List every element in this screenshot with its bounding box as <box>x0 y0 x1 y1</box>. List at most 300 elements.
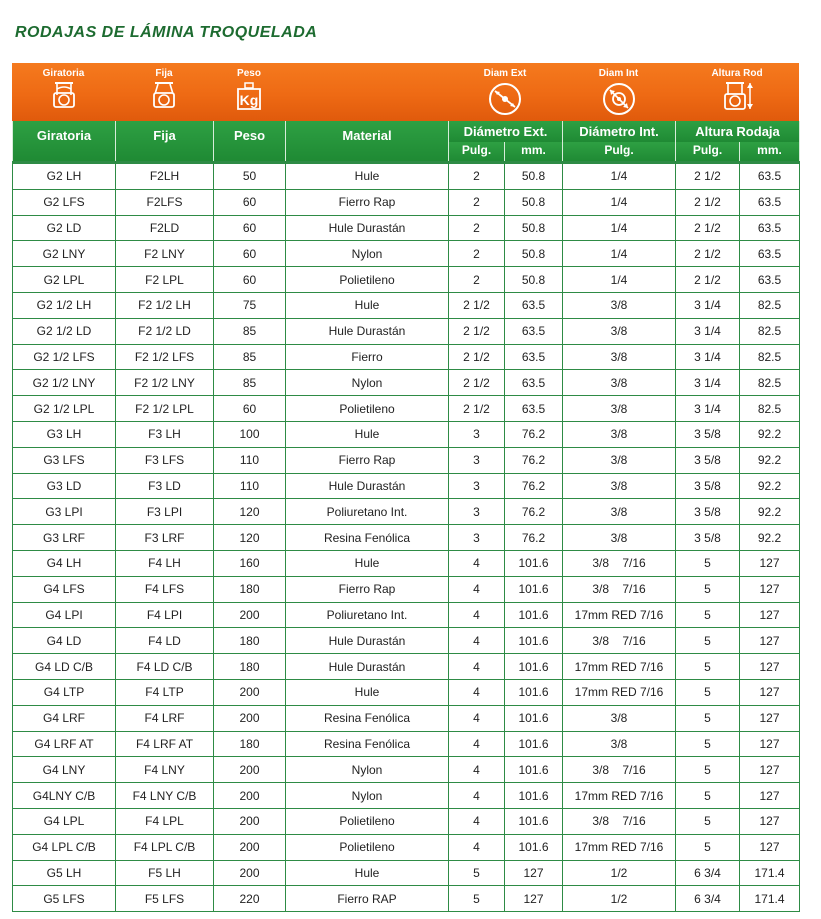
cell-alt-pulg: 5 <box>676 602 740 628</box>
table-row <box>13 783 800 809</box>
cell-int-pulg: 3/8 7/16 <box>563 550 676 576</box>
table-row <box>13 550 800 576</box>
cell-fija: F2 1/2 LFS <box>116 344 214 370</box>
band-giratoria <box>12 63 115 121</box>
cell-giratoria: G3 LD <box>13 473 116 499</box>
cell-material: Hule Durastán <box>286 654 449 680</box>
cell-giratoria: G4 LFS <box>13 576 116 602</box>
cell-material: Hule Durastán <box>286 628 449 654</box>
cell-fija: F2 1/2 LNY <box>116 370 214 396</box>
cell-int-pulg: 17mm RED 7/16 <box>563 654 676 680</box>
cell-material: Hule <box>286 421 449 447</box>
cell-alt-mm: 63.5 <box>740 189 800 215</box>
cell-alt-pulg: 5 <box>676 576 740 602</box>
table-row <box>13 163 800 190</box>
cell-ext-pulg: 4 <box>449 550 505 576</box>
cell-fija: F2 LPL <box>116 267 214 293</box>
cell-ext-pulg: 4 <box>449 602 505 628</box>
cell-peso: 75 <box>214 292 286 318</box>
cell-giratoria: G2 1/2 LNY <box>13 370 116 396</box>
cell-material: Nylon <box>286 241 449 267</box>
cell-ext-pulg: 2 1/2 <box>449 318 505 344</box>
cell-material: Nylon <box>286 757 449 783</box>
cell-fija: F2LH <box>116 163 214 190</box>
table-row <box>13 731 800 757</box>
cell-peso: 60 <box>214 189 286 215</box>
cell-int-pulg: 3/8 <box>563 525 676 551</box>
cell-alt-pulg: 5 <box>676 550 740 576</box>
cell-giratoria: G4 LPI <box>13 602 116 628</box>
cell-fija: F5 LFS <box>116 886 214 912</box>
cell-alt-pulg: 3 1/4 <box>676 370 740 396</box>
cell-int-pulg: 3/8 7/16 <box>563 757 676 783</box>
cell-material: Hule <box>286 550 449 576</box>
cell-alt-mm: 127 <box>740 757 800 783</box>
cell-alt-pulg: 3 1/4 <box>676 292 740 318</box>
cell-alt-pulg: 2 1/2 <box>676 215 740 241</box>
table-row <box>13 576 800 602</box>
cell-peso: 180 <box>214 576 286 602</box>
col-header-diametro-ext: Diámetro Ext. <box>449 121 563 142</box>
table-row <box>13 808 800 834</box>
cell-alt-pulg: 3 5/8 <box>676 499 740 525</box>
cell-ext-mm: 76.2 <box>505 421 563 447</box>
cell-fija: F4 LRF <box>116 705 214 731</box>
table-row <box>13 215 800 241</box>
cell-peso: 180 <box>214 654 286 680</box>
cell-ext-mm: 63.5 <box>505 318 563 344</box>
cell-ext-mm: 50.8 <box>505 241 563 267</box>
table-row <box>13 499 800 525</box>
subheader-alt-pulg: Pulg. <box>676 142 740 163</box>
cell-int-pulg: 17mm RED 7/16 <box>563 602 676 628</box>
cell-alt-mm: 127 <box>740 834 800 860</box>
cell-alt-mm: 82.5 <box>740 396 800 422</box>
cell-ext-mm: 76.2 <box>505 525 563 551</box>
cell-ext-mm: 101.6 <box>505 654 563 680</box>
cell-alt-pulg: 5 <box>676 654 740 680</box>
cell-giratoria: G2 LD <box>13 215 116 241</box>
inner-diameter-icon <box>601 81 637 117</box>
cell-peso: 110 <box>214 473 286 499</box>
cell-peso: 200 <box>214 834 286 860</box>
subheader-ext-mm: mm. <box>505 142 563 163</box>
cell-fija: F2 LNY <box>116 241 214 267</box>
swivel-caster-icon <box>51 81 77 109</box>
table-row <box>13 241 800 267</box>
cell-giratoria: G4 LPL <box>13 808 116 834</box>
cell-peso: 85 <box>214 344 286 370</box>
band-label-fija: Fija <box>155 68 173 79</box>
cell-material: Fierro Rap <box>286 447 449 473</box>
cell-int-pulg: 1/4 <box>563 241 676 267</box>
cell-alt-pulg: 3 5/8 <box>676 525 740 551</box>
cell-material: Hule Durastán <box>286 473 449 499</box>
table-row <box>13 318 800 344</box>
table-row <box>13 396 800 422</box>
cell-fija: F4 LNY C/B <box>116 783 214 809</box>
cell-peso: 50 <box>214 163 286 190</box>
cell-alt-pulg: 5 <box>676 757 740 783</box>
cell-ext-mm: 101.6 <box>505 783 563 809</box>
cell-fija: F2 1/2 LD <box>116 318 214 344</box>
cell-giratoria: G3 LH <box>13 421 116 447</box>
cell-ext-pulg: 2 1/2 <box>449 292 505 318</box>
col-header-diametro-int: Diámetro Int. <box>563 121 676 142</box>
cell-material: Resina Fenólica <box>286 705 449 731</box>
table-row <box>13 344 800 370</box>
col-header-altura-rodaja: Altura Rodaja <box>676 121 800 142</box>
cell-giratoria: G2 LH <box>13 163 116 190</box>
cell-ext-mm: 101.6 <box>505 576 563 602</box>
rigid-caster-icon <box>151 81 177 109</box>
table-row <box>13 421 800 447</box>
cell-alt-pulg: 3 1/4 <box>676 318 740 344</box>
cell-giratoria: G2 1/2 LH <box>13 292 116 318</box>
cell-fija: F2LFS <box>116 189 214 215</box>
cell-ext-mm: 101.6 <box>505 834 563 860</box>
cell-ext-mm: 76.2 <box>505 473 563 499</box>
cell-fija: F4 LD C/B <box>116 654 214 680</box>
cell-material: Fierro RAP <box>286 886 449 912</box>
cell-fija: F2LD <box>116 215 214 241</box>
table-row <box>13 525 800 551</box>
cell-alt-pulg: 5 <box>676 679 740 705</box>
cell-material: Polietileno <box>286 396 449 422</box>
band-label-diam-int: Diam Int <box>598 68 639 79</box>
table-row <box>13 705 800 731</box>
cell-material: Hule <box>286 679 449 705</box>
cell-int-pulg: 3/8 <box>563 370 676 396</box>
cell-alt-mm: 127 <box>740 679 800 705</box>
cell-material: Resina Fenólica <box>286 731 449 757</box>
cell-alt-pulg: 2 1/2 <box>676 267 740 293</box>
product-table-container <box>12 121 799 912</box>
cell-alt-mm: 92.2 <box>740 421 800 447</box>
table-row <box>13 267 800 293</box>
subheader-ext-pulg: Pulg. <box>449 142 505 163</box>
cell-giratoria: G3 LRF <box>13 525 116 551</box>
cell-ext-pulg: 3 <box>449 421 505 447</box>
band-altura-rod <box>675 63 799 121</box>
cell-alt-mm: 82.5 <box>740 318 800 344</box>
cell-ext-pulg: 4 <box>449 731 505 757</box>
cell-giratoria: G4LNY C/B <box>13 783 116 809</box>
cell-ext-mm: 50.8 <box>505 189 563 215</box>
subheader-alt-mm: mm. <box>740 142 800 163</box>
cell-alt-pulg: 5 <box>676 834 740 860</box>
weight-icon-text: Kg <box>239 92 259 108</box>
cell-ext-mm: 127 <box>505 860 563 886</box>
cell-fija: F4 LFS <box>116 576 214 602</box>
cell-ext-pulg: 4 <box>449 834 505 860</box>
cell-ext-mm: 63.5 <box>505 292 563 318</box>
cell-int-pulg: 3/8 <box>563 473 676 499</box>
cell-giratoria: G3 LFS <box>13 447 116 473</box>
cell-peso: 100 <box>214 421 286 447</box>
cell-alt-mm: 92.2 <box>740 447 800 473</box>
cell-ext-mm: 101.6 <box>505 679 563 705</box>
cell-peso: 200 <box>214 705 286 731</box>
cell-fija: F4 LRF AT <box>116 731 214 757</box>
cell-alt-mm: 127 <box>740 602 800 628</box>
cell-int-pulg: 17mm RED 7/16 <box>563 834 676 860</box>
table-row <box>13 679 800 705</box>
cell-fija: F4 LNY <box>116 757 214 783</box>
cell-ext-pulg: 4 <box>449 757 505 783</box>
cell-alt-mm: 82.5 <box>740 370 800 396</box>
cell-material: Hule <box>286 292 449 318</box>
cell-alt-mm: 63.5 <box>740 163 800 190</box>
cell-alt-mm: 63.5 <box>740 215 800 241</box>
cell-int-pulg: 3/8 <box>563 447 676 473</box>
cell-material: Nylon <box>286 783 449 809</box>
cell-ext-mm: 127 <box>505 886 563 912</box>
table-row <box>13 189 800 215</box>
table-row <box>13 602 800 628</box>
cell-ext-pulg: 2 1/2 <box>449 396 505 422</box>
cell-int-pulg: 3/8 <box>563 421 676 447</box>
cell-ext-pulg: 3 <box>449 447 505 473</box>
cell-alt-pulg: 5 <box>676 808 740 834</box>
cell-peso: 85 <box>214 370 286 396</box>
cell-int-pulg: 1/4 <box>563 267 676 293</box>
cell-fija: F2 1/2 LH <box>116 292 214 318</box>
cell-material: Poliuretano Int. <box>286 499 449 525</box>
table-row <box>13 757 800 783</box>
cell-ext-pulg: 2 <box>449 163 505 190</box>
cell-material: Fierro Rap <box>286 189 449 215</box>
cell-peso: 220 <box>214 886 286 912</box>
cell-int-pulg: 17mm RED 7/16 <box>563 679 676 705</box>
cell-int-pulg: 3/8 <box>563 705 676 731</box>
cell-int-pulg: 3/8 <box>563 292 676 318</box>
cell-alt-mm: 127 <box>740 654 800 680</box>
cell-ext-mm: 101.6 <box>505 808 563 834</box>
cell-giratoria: G2 LPL <box>13 267 116 293</box>
cell-peso: 200 <box>214 602 286 628</box>
cell-giratoria: G4 LD C/B <box>13 654 116 680</box>
cell-int-pulg: 3/8 <box>563 499 676 525</box>
cell-peso: 60 <box>214 267 286 293</box>
table-row <box>13 473 800 499</box>
cell-ext-mm: 50.8 <box>505 163 563 190</box>
caster-height-icon <box>720 81 754 113</box>
cell-alt-pulg: 3 5/8 <box>676 447 740 473</box>
cell-alt-pulg: 3 1/4 <box>676 396 740 422</box>
cell-ext-mm: 101.6 <box>505 628 563 654</box>
cell-alt-mm: 63.5 <box>740 267 800 293</box>
cell-giratoria: G5 LFS <box>13 886 116 912</box>
band-fija <box>115 63 213 121</box>
band-diam-ext <box>448 63 562 121</box>
cell-ext-pulg: 3 <box>449 525 505 551</box>
cell-ext-mm: 50.8 <box>505 267 563 293</box>
cell-int-pulg: 3/8 7/16 <box>563 576 676 602</box>
cell-alt-mm: 127 <box>740 576 800 602</box>
band-diam-int <box>562 63 675 121</box>
cell-alt-mm: 127 <box>740 628 800 654</box>
table-row <box>13 834 800 860</box>
cell-giratoria: G4 LD <box>13 628 116 654</box>
page-title: RODAJAS DE LÁMINA TROQUELADA <box>15 24 318 41</box>
cell-fija: F2 1/2 LPL <box>116 396 214 422</box>
cell-material: Hule Durastán <box>286 215 449 241</box>
table-row <box>13 886 800 912</box>
cell-int-pulg: 3/8 7/16 <box>563 628 676 654</box>
cell-ext-mm: 101.6 <box>505 602 563 628</box>
cell-fija: F3 LD <box>116 473 214 499</box>
cell-ext-mm: 101.6 <box>505 550 563 576</box>
cell-alt-mm: 127 <box>740 550 800 576</box>
cell-fija: F3 LRF <box>116 525 214 551</box>
cell-int-pulg: 17mm RED 7/16 <box>563 783 676 809</box>
cell-fija: F4 LD <box>116 628 214 654</box>
cell-material: Hule <box>286 163 449 190</box>
outer-diameter-icon <box>487 81 523 117</box>
cell-ext-pulg: 4 <box>449 679 505 705</box>
icon-header-band <box>12 63 799 121</box>
col-header-material: Material <box>286 121 449 163</box>
cell-material: Nylon <box>286 370 449 396</box>
cell-material: Fierro <box>286 344 449 370</box>
band-label-giratoria: Giratoria <box>42 68 85 79</box>
cell-ext-mm: 101.6 <box>505 757 563 783</box>
cell-giratoria: G4 LPL C/B <box>13 834 116 860</box>
cell-fija: F4 LPL C/B <box>116 834 214 860</box>
cell-peso: 60 <box>214 241 286 267</box>
col-header-fija: Fija <box>116 121 214 163</box>
cell-material: Poliuretano Int. <box>286 602 449 628</box>
cell-ext-pulg: 2 1/2 <box>449 370 505 396</box>
cell-peso: 200 <box>214 783 286 809</box>
cell-peso: 60 <box>214 215 286 241</box>
cell-alt-pulg: 2 1/2 <box>676 163 740 190</box>
cell-int-pulg: 3/8 7/16 <box>563 808 676 834</box>
cell-ext-mm: 101.6 <box>505 731 563 757</box>
cell-material: Polietileno <box>286 834 449 860</box>
cell-alt-mm: 127 <box>740 783 800 809</box>
cell-material: Fierro Rap <box>286 576 449 602</box>
table-body <box>13 163 800 912</box>
cell-giratoria: G4 LNY <box>13 757 116 783</box>
cell-int-pulg: 1/4 <box>563 189 676 215</box>
cell-ext-mm: 63.5 <box>505 396 563 422</box>
cell-ext-pulg: 4 <box>449 654 505 680</box>
cell-ext-mm: 63.5 <box>505 344 563 370</box>
cell-alt-pulg: 6 3/4 <box>676 860 740 886</box>
cell-int-pulg: 1/4 <box>563 215 676 241</box>
cell-alt-pulg: 5 <box>676 783 740 809</box>
cell-ext-pulg: 4 <box>449 628 505 654</box>
cell-alt-mm: 127 <box>740 731 800 757</box>
cell-giratoria: G2 LNY <box>13 241 116 267</box>
cell-alt-pulg: 3 5/8 <box>676 473 740 499</box>
cell-ext-pulg: 5 <box>449 886 505 912</box>
cell-peso: 200 <box>214 808 286 834</box>
cell-alt-mm: 92.2 <box>740 473 800 499</box>
cell-alt-mm: 127 <box>740 808 800 834</box>
cell-int-pulg: 3/8 <box>563 396 676 422</box>
cell-ext-pulg: 4 <box>449 783 505 809</box>
cell-fija: F4 LTP <box>116 679 214 705</box>
cell-ext-pulg: 2 <box>449 189 505 215</box>
cell-alt-mm: 82.5 <box>740 344 800 370</box>
cell-ext-mm: 101.6 <box>505 705 563 731</box>
cell-ext-mm: 63.5 <box>505 370 563 396</box>
band-label-peso: Peso <box>237 68 261 79</box>
cell-peso: 120 <box>214 499 286 525</box>
col-header-peso: Peso <box>214 121 286 163</box>
cell-ext-pulg: 2 <box>449 267 505 293</box>
cell-alt-pulg: 2 1/2 <box>676 189 740 215</box>
table-row <box>13 447 800 473</box>
cell-material: Polietileno <box>286 808 449 834</box>
cell-alt-mm: 171.4 <box>740 860 800 886</box>
cell-alt-mm: 92.2 <box>740 525 800 551</box>
cell-ext-pulg: 2 1/2 <box>449 344 505 370</box>
cell-giratoria: G2 1/2 LFS <box>13 344 116 370</box>
cell-alt-pulg: 3 1/4 <box>676 344 740 370</box>
table-row <box>13 860 800 886</box>
cell-int-pulg: 3/8 <box>563 731 676 757</box>
cell-peso: 85 <box>214 318 286 344</box>
cell-alt-pulg: 3 5/8 <box>676 421 740 447</box>
weight-icon <box>234 81 264 111</box>
cell-giratoria: G2 1/2 LPL <box>13 396 116 422</box>
product-table <box>12 121 800 912</box>
cell-alt-pulg: 5 <box>676 628 740 654</box>
cell-peso: 60 <box>214 396 286 422</box>
cell-ext-mm: 76.2 <box>505 447 563 473</box>
cell-alt-mm: 171.4 <box>740 886 800 912</box>
cell-ext-pulg: 4 <box>449 705 505 731</box>
cell-material: Polietileno <box>286 267 449 293</box>
cell-alt-pulg: 6 3/4 <box>676 886 740 912</box>
cell-alt-pulg: 2 1/2 <box>676 241 740 267</box>
cell-ext-pulg: 2 <box>449 215 505 241</box>
cell-peso: 110 <box>214 447 286 473</box>
cell-alt-pulg: 5 <box>676 705 740 731</box>
cell-int-pulg: 1/4 <box>563 163 676 190</box>
cell-ext-mm: 76.2 <box>505 499 563 525</box>
table-row <box>13 370 800 396</box>
cell-ext-pulg: 4 <box>449 808 505 834</box>
cell-int-pulg: 1/2 <box>563 886 676 912</box>
cell-ext-pulg: 3 <box>449 499 505 525</box>
band-peso <box>213 63 285 121</box>
cell-alt-pulg: 5 <box>676 731 740 757</box>
cell-int-pulg: 3/8 <box>563 318 676 344</box>
cell-alt-mm: 63.5 <box>740 241 800 267</box>
cell-fija: F3 LH <box>116 421 214 447</box>
cell-peso: 180 <box>214 731 286 757</box>
cell-ext-pulg: 3 <box>449 473 505 499</box>
cell-material: Hule Durastán <box>286 318 449 344</box>
band-label-altura-rod: Altura Rod <box>711 68 763 79</box>
cell-alt-mm: 92.2 <box>740 499 800 525</box>
cell-giratoria: G2 LFS <box>13 189 116 215</box>
cell-ext-pulg: 5 <box>449 860 505 886</box>
cell-peso: 200 <box>214 860 286 886</box>
cell-peso: 200 <box>214 757 286 783</box>
cell-peso: 120 <box>214 525 286 551</box>
cell-ext-pulg: 2 <box>449 241 505 267</box>
cell-giratoria: G4 LTP <box>13 679 116 705</box>
cell-fija: F5 LH <box>116 860 214 886</box>
cell-giratoria: G2 1/2 LD <box>13 318 116 344</box>
table-row <box>13 628 800 654</box>
